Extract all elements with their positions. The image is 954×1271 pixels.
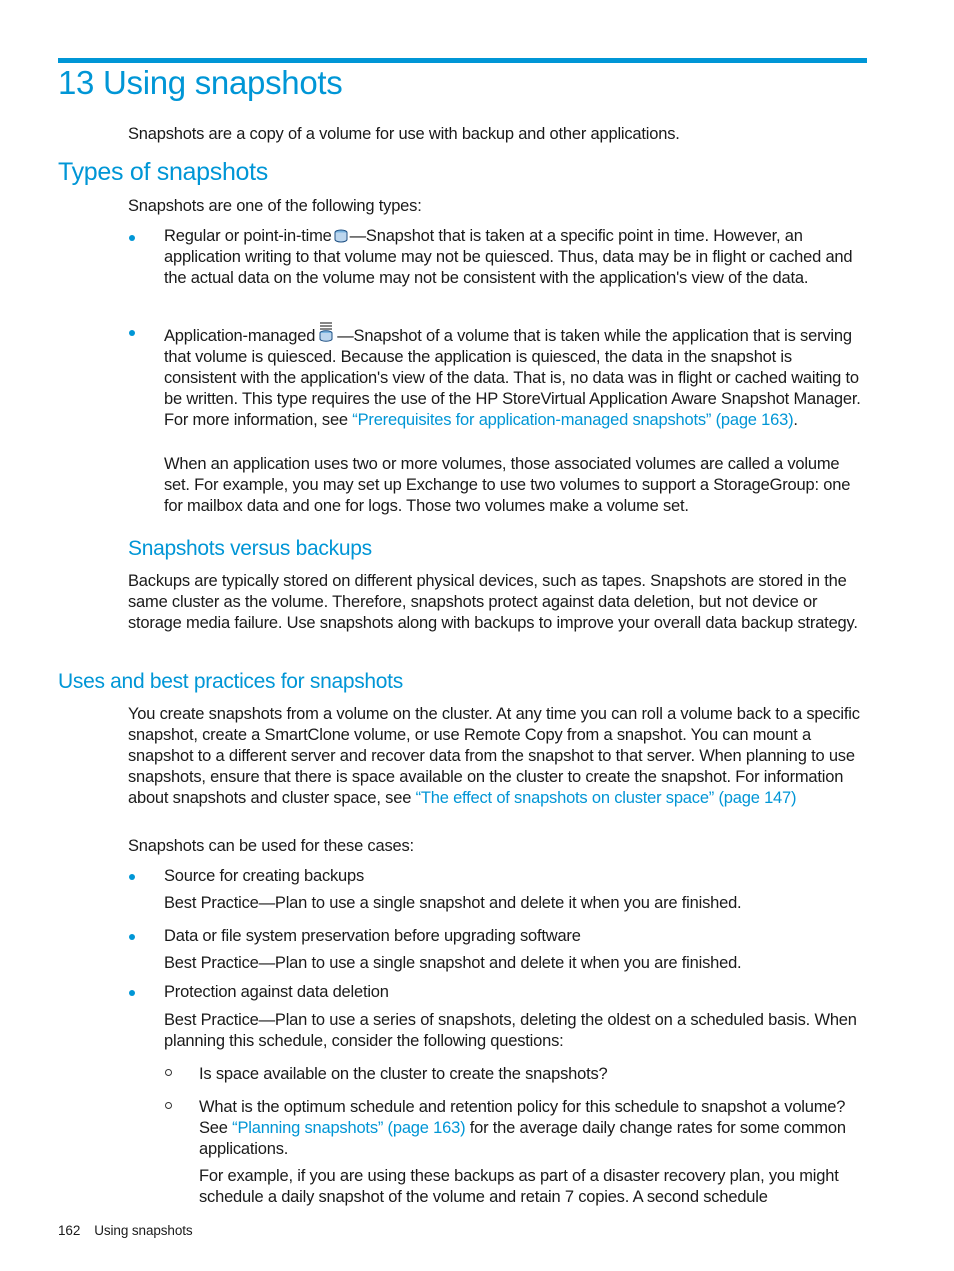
- question-schedule-post: for the average daily change rates for some common applications.: [199, 1119, 846, 1158]
- chapter-intro: Snapshots are a copy of a volume for use with backup and other applications.: [128, 125, 680, 143]
- type-app-managed: [164, 322, 868, 431]
- case-practice: Best Practice—Plan to use a single snapshot and delete it when you are finished.: [164, 954, 742, 972]
- app-prereq-link[interactable]: “Prerequisites for application-managed snapshots” (page 163): [352, 411, 794, 429]
- app-snapshot-icon: [317, 322, 335, 342]
- volume-set-para: When an application uses two or more volumes, those associated volumes are called a volume set. For example, you may set up Exchange to use two volumes to support a StorageGroup: one for mailbox data and one for logs. Those two volumes make a volume set.: [164, 455, 851, 515]
- bullet-icon: [129, 990, 135, 996]
- bullet-icon: [129, 874, 135, 880]
- bullet-icon: [129, 330, 135, 336]
- cluster-space-link[interactable]: “The effect of snapshots on cluster space” (page 147): [415, 789, 797, 807]
- chapter-rule: [58, 58, 867, 63]
- types-heading: Types of snapshots: [58, 158, 269, 186]
- page-footer: [58, 1223, 207, 1238]
- question-schedule: [199, 1097, 869, 1160]
- uses-text: [128, 704, 870, 809]
- case-practice: Best Practice—Plan to use a series of snapshots, deleting the oldest on a scheduled basis. When planning this schedule, consider the following questions:: [164, 1011, 857, 1050]
- type-regular: [164, 226, 868, 289]
- question-schedule-pre: What is the optimum schedule and retention policy for this schedule to snapshot a volume? See: [199, 1098, 846, 1137]
- database-icon: [334, 229, 348, 243]
- case-title: Protection against data deletion: [164, 983, 389, 1001]
- case-title: Data or file system preservation before upgrading software: [164, 927, 581, 945]
- type-app-label: Application-managed: [164, 327, 316, 345]
- type-regular-text: —Snapshot that is taken at a specific point in time. However, an application writing to that volume may not be quiesced. Thus, data may be in flight or cached and the actual data on the volume may not be consistent with the application's view of the data.: [164, 227, 853, 287]
- sub-bullet-icon: [165, 1102, 172, 1109]
- case-practice: Best Practice—Plan to use a single snapshot and delete it when you are finished.: [164, 894, 742, 912]
- schedule-example: For example, if you are using these backups as part of a disaster recovery plan, you might schedule a daily snapshot of the volume and retain 7 copies. A second schedule: [199, 1167, 839, 1206]
- versus-text: Backups are typically stored on different physical devices, such as tapes. Snapshots are stored in the same cluster as the volume. Therefore, snapshots protect against data deletion, but not device or storage media failure. Use snapshots along with backups to improve your overall data backup strategy.: [128, 572, 858, 632]
- type-app-end: .: [793, 411, 798, 429]
- type-regular-label: Regular or point-in-time: [164, 227, 332, 245]
- uses-body: You create snapshots from a volume on the cluster. At any time you can roll a volume back to a specific snapshot, create a SmartClone volume, or use Remote Copy from a snapshot. You can mount a snapshot to a different server and recover data from the snapshot to that server. When planning to use snapshots, ensure that there is space available on the cluster to create the snapshot. For information about snapshots and cluster space, see: [128, 705, 860, 807]
- planning-snapshots-link[interactable]: “Planning snapshots” (page 163): [232, 1119, 466, 1137]
- type-app-text: —Snapshot of a volume that is taken while the application that is serving that volume is quiesced. Because the application is quiesced, the data in the snapshot is consistent with the application's view of the data. That is, no data was in flight or cached waiting to be written. This type requires the use of the HP StoreVirtual Application Aware Snapshot Manager. For more information, see: [164, 327, 861, 429]
- versus-heading: Snapshots versus backups: [128, 537, 372, 560]
- sub-bullet-icon: [165, 1069, 172, 1076]
- bullet-icon: [129, 934, 135, 940]
- bullet-icon: [129, 235, 135, 241]
- page-number: 162: [58, 1223, 81, 1238]
- uses-heading: Uses and best practices for snapshots: [58, 670, 403, 693]
- case-title: Source for creating backups: [164, 867, 365, 885]
- footer-section: Using snapshots: [94, 1223, 193, 1238]
- chapter-title: 13 Using snapshots: [58, 64, 343, 101]
- uses-lead: Snapshots can be used for these cases:: [128, 837, 414, 855]
- types-lead: Snapshots are one of the following types:: [128, 197, 422, 215]
- question-space: Is space available on the cluster to create the snapshots?: [199, 1065, 608, 1083]
